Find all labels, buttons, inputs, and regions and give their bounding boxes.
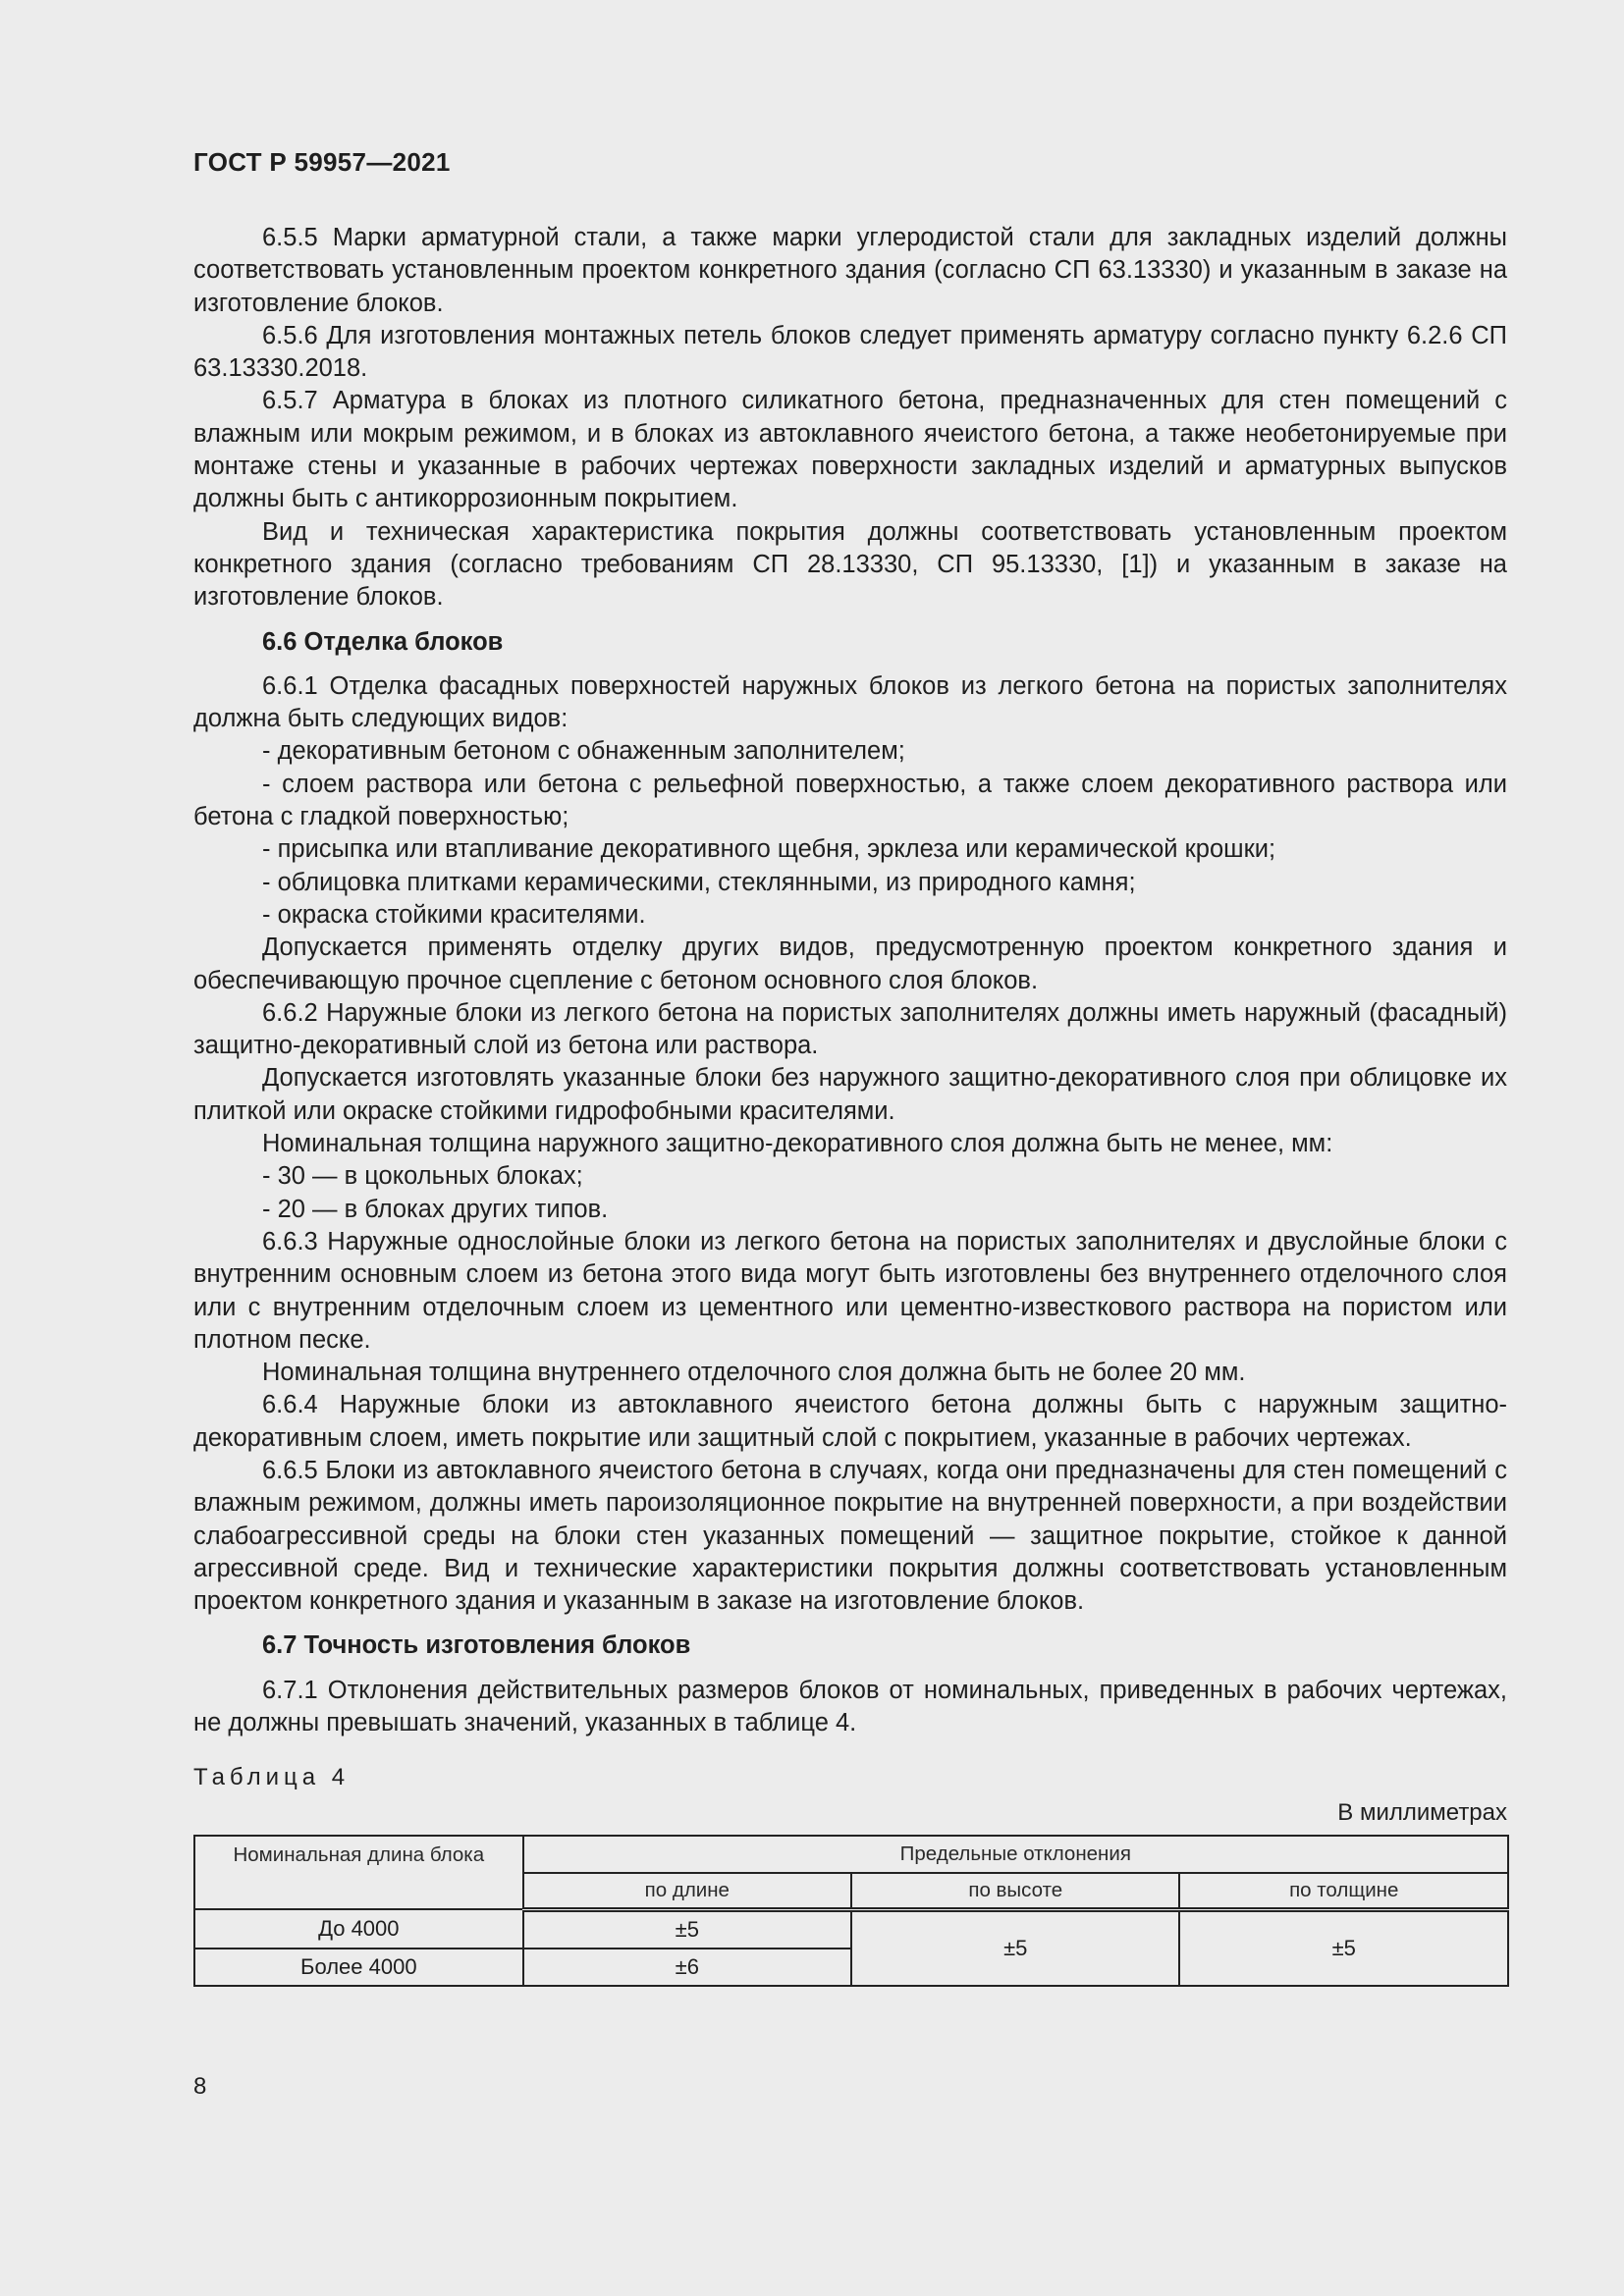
document-header: ГОСТ Р 59957—2021 [193,147,451,177]
section-heading-6-7: 6.7 Точность изготовления блоков [262,1631,691,1660]
header-limit-deviations: Предельные отклонения [523,1836,1508,1873]
list-item: - окраска стойкими красителями. [262,900,646,929]
table-header-row [194,1836,1508,1873]
table-units: В миллиметрах [1337,1798,1507,1826]
document-body [193,222,1507,1987]
paragraph-6-6-4: 6.6.4 Наружные блоки из автоклавного ячеистого бетона должны быть с наружным защитно-декоративным слоем, иметь покрытие или защитный слой с покрытием, указанные в рабочих чертежах. [193,1391,1507,1452]
list-item: - слоем раствора или бетона с рельефной поверхностью, а также слоем декоративного раствора или бетона с гладкой поверхностью; [193,770,1507,831]
list-item: - облицовка плитками керамическими, стеклянными, из природного камня; [262,868,1136,896]
cell-thickness: ±5 [1179,1909,1508,1986]
cell-length: ±6 [523,1949,851,1986]
paragraph-6-6-1: 6.6.1 Отделка фасадных поверхностей наружных блоков из легкого бетона на пористых заполнителях должна быть следующих видов: [193,671,1507,733]
paragraph-6-5-7: 6.5.7 Арматура в блоках из плотного силикатного бетона, предназначенных для стен помещений с влажным или мокрым режимом, и в блоках из автоклавного ячеистого бетона, а также необетонируемые при монтаже стены и указанные в рабочих чертежах поверхности закладных изделий и арматурных выпусков должны быть с антикоррозионным покрытием. [193,387,1507,513]
section-heading-6-6: 6.6 Отделка блоков [262,627,504,656]
list-item: - 20 — в блоках других типов. [262,1195,609,1223]
paragraph-inner-thickness: Номинальная толщина внутреннего отделочного слоя должна быть не более 20 мм. [262,1359,1246,1387]
cell-nominal: Более 4000 [194,1949,523,1986]
tolerance-table [193,1835,1509,1987]
header-by-thickness: по толщине [1179,1873,1508,1910]
cell-length: ±5 [523,1909,851,1949]
paragraph-6-5-6: 6.5.6 Для изготовления монтажных петель блоков следует применять арматуру согласно пункту 6.2.6 СП 63.13330.2018. [193,321,1507,383]
paragraph-finish-other: Допускается применять отделку других видов, предусмотренную проектом конкретного здания и обеспечивающую прочное сцепление с бетоном основного слоя блоков. [193,934,1507,994]
paragraph-6-6-3: 6.6.3 Наружные однослойные блоки из легкого бетона на пористых заполнителях и двуслойные блоки с внутренним основным слоем из бетона этого вида могут быть изготовлены без внутреннего отделочного слоя или с внутренним отделочным слоем из цементного или цементно-известкового раствора на пористом или плотном песке. [193,1227,1507,1354]
page-number: 8 [193,2073,207,2100]
paragraph-6-6-5: 6.6.5 Блоки из автоклавного ячеистого бетона в случаях, когда они предназначены для стен помещений с влажным режимом, должны иметь пароизоляционное покрытие на внутренней поверхности, а при воздействии слабоагрессивной среды на блоки стен указанных помещений — защитное покрытие, стойкое к данной агрессивной среде. Вид и технические характеристики покрытия должны соответствовать установленным проектом конкретного здания и указанным в заказе на изготовление блоков. [193,1456,1507,1616]
list-item: - декоративным бетоном с обнаженным заполнителем; [262,737,905,766]
paragraph-without-layer: Допускается изготовлять указанные блоки без наружного защитно-декоративного слоя при облицовке их плиткой или окраске стойкими гидрофобными красителями. [193,1064,1507,1125]
header-by-height: по высоте [851,1873,1179,1910]
paragraph-6-6-2: 6.6.2 Наружные блоки из легкого бетона на пористых заполнителях должны иметь наружный (фасадный) защитно-декоративный слой из бетона или раствора. [193,998,1507,1060]
header-nominal-length: Номинальная длина блока [194,1836,523,1910]
paragraph-6-5-5: 6.5.5 Марки арматурной стали, а также марки углеродистой стали для закладных изделий должны соответствовать установленным проектом конкретного здания (согласно СП 63.13330) и указанным в заказе на изготовление блоков. [193,224,1507,317]
paragraph-nominal-thickness: Номинальная толщина наружного защитно-декоративного слоя должна быть не менее, мм: [262,1130,1333,1158]
list-item: - 30 — в цокольных блоках; [262,1162,583,1191]
paragraph-coating-spec: Вид и техническая характеристика покрытия должны соответствовать установленным проектом конкретного здания (согласно требованиям СП 28.13330, СП 95.13330, [1]) и указанным в заказе на изготовление блоков. [193,517,1507,612]
table-row [194,1909,1508,1949]
list-item: - присыпка или втапливание декоративного щебня, эрклеза или керамической крошки; [262,835,1276,864]
cell-nominal: До 4000 [194,1909,523,1949]
table-caption: Таблица 4 [193,1764,351,1791]
cell-height: ±5 [851,1909,1179,1986]
header-by-length: по длине [523,1873,851,1910]
paragraph-6-7-1: 6.7.1 Отклонения действительных размеров блоков от номинальных, приведенных в рабочих чертежах, не должны превышать значений, указанных в таблице 4. [193,1676,1507,1737]
